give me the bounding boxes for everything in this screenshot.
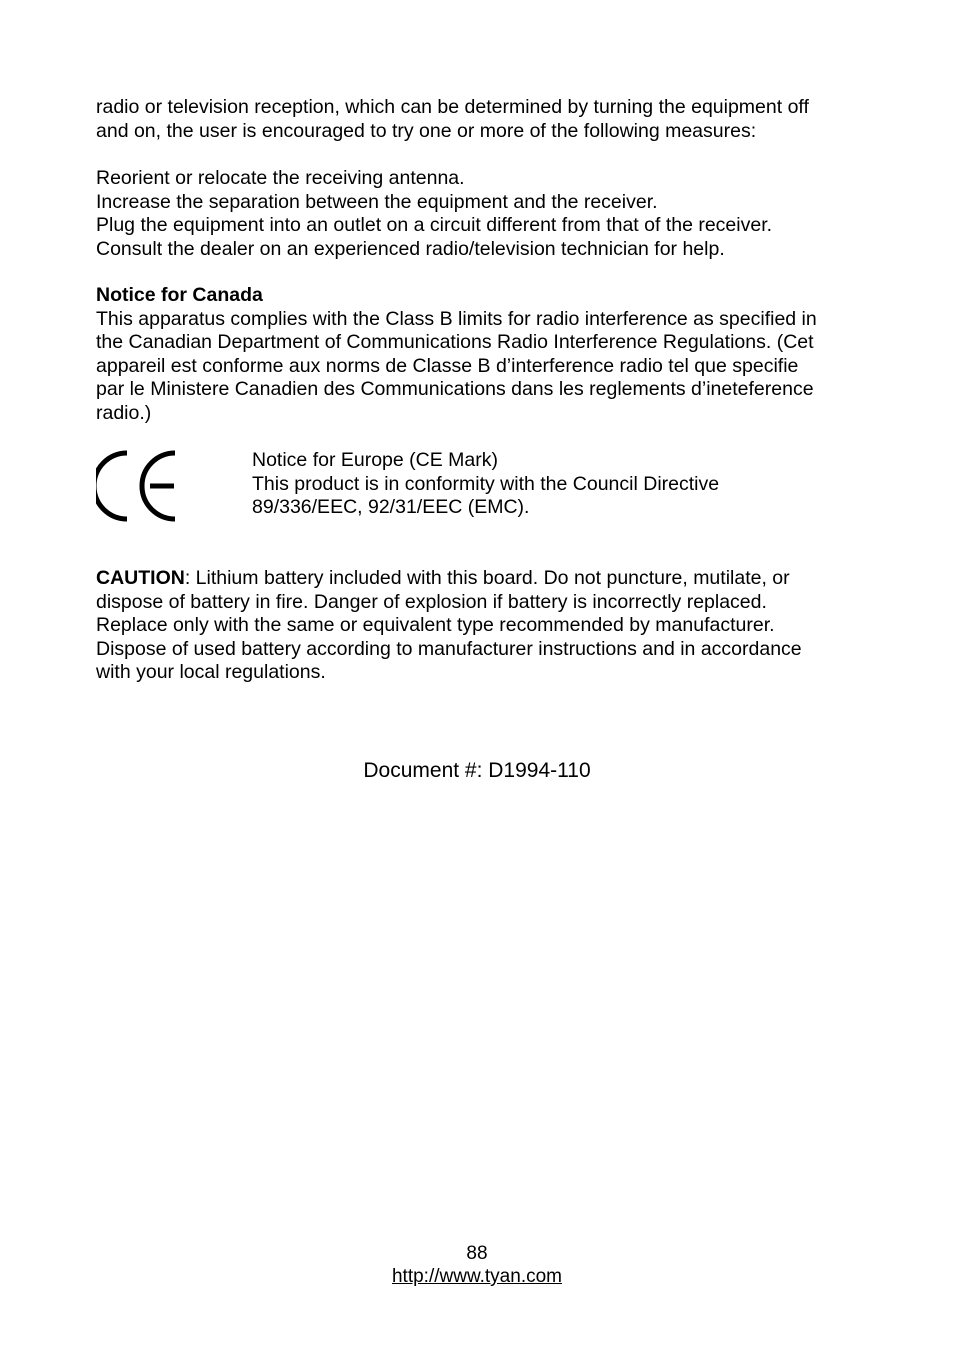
caution-line: Dispose of used battery according to manufacturer instructions and in accordance (96, 637, 802, 660)
intro-line: and on, the user is encouraged to try one or more of the following measures: (96, 119, 757, 142)
page-footer (0, 1242, 954, 1288)
measure-item: Consult the dealer on an experienced radio/television technician for help. (96, 237, 725, 260)
measures-list (96, 167, 866, 261)
document-number: Document #: D1994-110 (363, 759, 591, 782)
measure-item: Increase the separation between the equipment and the receiver. (96, 190, 658, 213)
measure-item: Reorient or relocate the receiving antenna. (96, 167, 465, 189)
europe-heading: Notice for Europe (CE Mark) (252, 449, 498, 471)
page-number: 88 (466, 1243, 488, 1264)
caution-label: CAUTION (96, 567, 185, 589)
canada-line: par le Ministere Canadien des Communications dans les reglements d’ineteference (96, 378, 814, 400)
canada-heading: Notice for Canada (96, 284, 263, 306)
europe-line: 89/336/EEC, 92/31/EEC (EMC). (252, 496, 530, 518)
caution-line: Replace only with the same or equivalent type recommended by manufacturer. (96, 614, 775, 636)
caution-paragraph (96, 567, 866, 685)
canada-line: radio.) (96, 401, 152, 424)
europe-notice (252, 449, 852, 520)
caution-line: dispose of battery in fire. Danger of explosion if battery is incorrectly replaced. (96, 590, 767, 613)
europe-line: This product is in conformity with the Council Directive (252, 472, 720, 495)
canada-notice (96, 284, 866, 425)
website-link[interactable]: http://www.tyan.com (391, 1266, 562, 1287)
caution-first-line (96, 567, 866, 591)
ce-mark-icon (96, 450, 178, 522)
measure-item: Plug the equipment into an outlet on a circuit different from that of the receiver. (96, 214, 773, 236)
canada-line: the Canadian Department of Communications Radio Interference Regulations. (Cet (96, 331, 814, 353)
intro-paragraph (96, 96, 866, 143)
caution-text: : Lithium battery included with this board. Do not puncture, mutilate, or (184, 567, 790, 589)
canada-line: appareil est conforme aux norms de Classe B d’interference radio tel que specifie (96, 354, 799, 377)
canada-line: This apparatus complies with the Class B limits for radio interference as specified in (96, 307, 817, 330)
caution-line: with your local regulations. (96, 661, 326, 683)
intro-line: radio or television reception, which can be determined by turning the equipment off (96, 96, 809, 118)
